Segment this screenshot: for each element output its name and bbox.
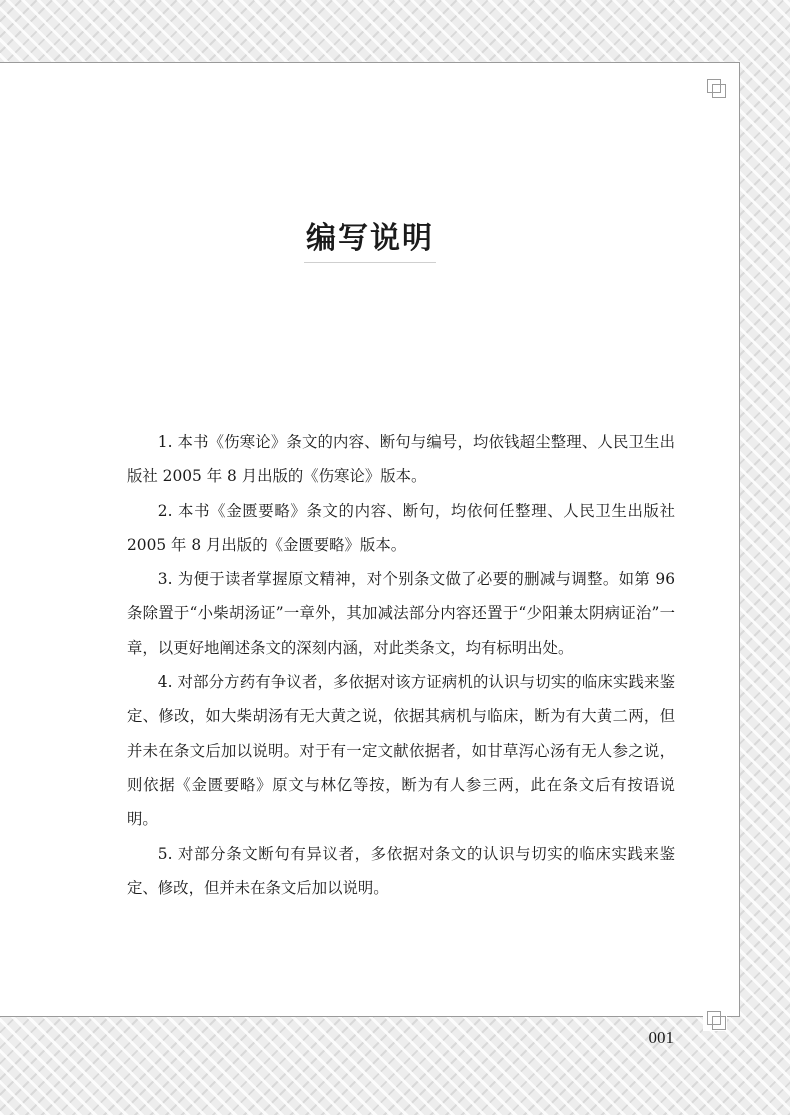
paragraph-2: 2. 本书《金匮要略》条文的内容、断句，均依何任整理、人民卫生出版社 2005 年 8 月出版的《金匮要略》版本。: [127, 501, 675, 554]
page-title: [0, 218, 740, 263]
corner-ornament-top: [703, 75, 727, 99]
body-text: [127, 425, 675, 905]
paragraph-5: 5. 对部分条文断句有异议者，多依据对条文的认识与切实的临床实践来鉴定、修改，但并未在条文后加以说明。: [127, 844, 675, 897]
paragraph-4: 4. 对部分方药有争议者，多依据对该方证病机的认识与切实的临床实践来鉴定、修改，如大柴胡汤有无大黄之说，依据其病机与临床，断为有大黄二两，但并未在条文后加以说明。对于有一定文献依据者，如甘草泻心汤有无人参之说，则依据《金匮要略》原文与林亿等按，断为有人参三两，此在条文后有按语说明。: [127, 673, 675, 829]
paragraph-3: 3. 为便于读者掌握原文精神，对个别条文做了必要的删减与调整。如第 96 条除置于“小柴胡汤证”一章外，其加减法部分内容还置于“少阳兼太阴病证治”一章，以更好地阐述条文的深刻内涵，对此类条文，均有标明出处。: [127, 570, 675, 657]
corner-ornament-bottom: [703, 1007, 727, 1031]
page-title-text: 编写说明: [304, 222, 436, 263]
page-number: 001: [648, 1028, 674, 1047]
paragraph-1: 1. 本书《伤寒论》条文的内容、断句与编号，均依钱超尘整理、人民卫生出版社 2005 年 8 月出版的《伤寒论》版本。: [127, 433, 675, 486]
